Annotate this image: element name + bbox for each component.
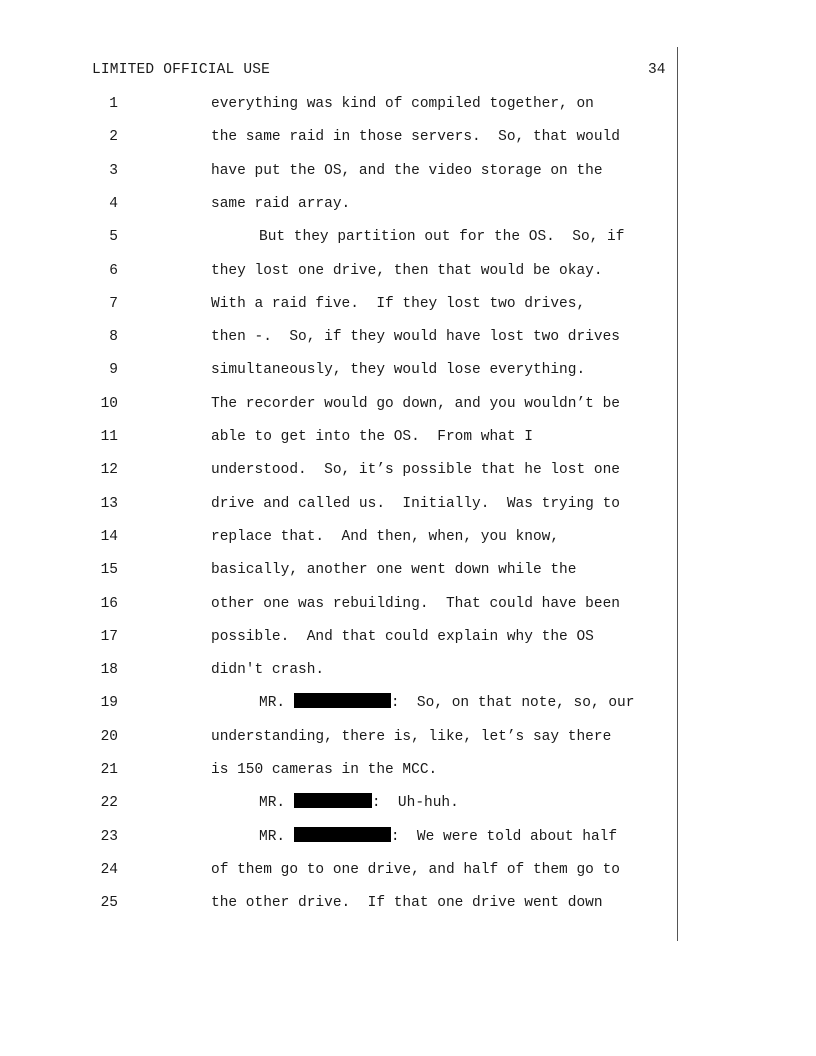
transcript-line: [0, 759, 700, 783]
line-number: 5: [109, 229, 118, 246]
transcript-line: [0, 426, 700, 450]
line-number: 3: [109, 162, 118, 179]
transcript-line: [0, 493, 700, 517]
line-text: understood. So, it’s possible that he lost one: [211, 462, 620, 479]
line-number: 15: [100, 562, 118, 579]
line-number: 22: [100, 795, 118, 812]
transcript-line: [0, 726, 700, 750]
line-number: 20: [100, 728, 118, 745]
page-number: 34: [648, 62, 666, 78]
line-number: 17: [100, 628, 118, 645]
line-number: 10: [100, 395, 118, 412]
transcript-line: [0, 826, 700, 850]
transcript-line: [0, 692, 700, 716]
line-number: 7: [109, 295, 118, 312]
transcript-line: [0, 160, 700, 184]
speaker-text: : So, on that note, so, our: [390, 695, 635, 712]
redaction-box: [294, 793, 372, 808]
line-text: able to get into the OS. From what I: [211, 429, 533, 445]
speaker-title: MR.: [259, 828, 286, 845]
transcript-line: [0, 326, 700, 350]
speaker-line: [259, 826, 617, 848]
transcript-line: [0, 193, 700, 217]
line-text: same raid array.: [211, 195, 351, 212]
redaction-box: [294, 693, 391, 708]
line-text: The recorder would go down, and you wouldn’t be: [211, 395, 620, 412]
line-text: everything was kind of compiled together, on: [211, 96, 594, 112]
transcript-line: [0, 659, 700, 683]
line-text: then -. So, if they would have lost two drives: [211, 329, 620, 346]
line-text: simultaneously, they would lose everything.: [211, 362, 586, 379]
line-number: 21: [100, 762, 118, 778]
transcript-line: [0, 126, 700, 150]
transcript-line: [0, 626, 700, 650]
redaction-box: [294, 827, 391, 842]
transcript-line: [0, 559, 700, 583]
line-text: But they partition out for the OS. So, if: [259, 229, 625, 246]
line-text: didn't crash.: [211, 662, 325, 679]
speaker-line: [259, 792, 459, 814]
line-text: drive and called us. Initially. Was trying to: [211, 495, 620, 512]
line-text: replace that. And then, when, you know,: [211, 528, 560, 545]
line-number: 1: [109, 96, 118, 112]
line-number: 23: [100, 828, 118, 845]
transcript-line: [0, 459, 700, 483]
transcript-line: [0, 892, 700, 916]
transcript-line: [0, 260, 700, 284]
transcript-line: [0, 393, 700, 417]
line-text: they lost one drive, then that would be okay.: [211, 262, 603, 279]
transcript-line: [0, 359, 700, 383]
line-number: 25: [100, 895, 118, 912]
line-text: of them go to one drive, and half of them go to: [211, 861, 620, 878]
line-text: the same raid in those servers. So, that would: [211, 129, 620, 146]
line-number: 6: [109, 262, 118, 279]
line-text: is 150 cameras in the MCC.: [211, 762, 438, 778]
line-number: 4: [109, 195, 118, 212]
line-text: basically, another one went down while the: [211, 562, 577, 579]
line-text: the other drive. If that one drive went down: [211, 895, 603, 912]
line-text: possible. And that could explain why the OS: [211, 628, 594, 645]
transcript-line: [0, 792, 700, 816]
speaker-line: [259, 692, 634, 714]
speaker-title: MR.: [259, 795, 286, 812]
line-number: 19: [100, 695, 118, 712]
classification-header: LIMITED OFFICIAL USE: [92, 62, 271, 78]
line-number: 18: [100, 662, 118, 679]
line-number: 11: [100, 429, 118, 445]
line-number: 16: [100, 595, 118, 612]
transcript-line: [0, 859, 700, 883]
transcript-line: [0, 526, 700, 550]
speaker-text: : We were told about half: [390, 828, 618, 845]
line-text: With a raid five. If they lost two drives,: [211, 295, 586, 312]
line-number: 9: [109, 362, 118, 379]
line-text: have put the OS, and the video storage on the: [211, 162, 603, 179]
line-number: 14: [100, 528, 118, 545]
transcript-line: [0, 93, 700, 117]
transcript-line: [0, 226, 700, 250]
speaker-title: MR.: [259, 695, 286, 712]
line-text: understanding, there is, like, let’s say there: [211, 728, 612, 745]
line-number: 2: [109, 129, 118, 146]
line-text: other one was rebuilding. That could have been: [211, 595, 620, 612]
speaker-text: : Uh-huh.: [371, 795, 459, 812]
transcript-line: [0, 293, 700, 317]
line-number: 13: [100, 495, 118, 512]
line-number: 12: [100, 462, 118, 479]
line-number: 24: [100, 861, 118, 878]
line-number: 8: [109, 329, 118, 346]
transcript-line: [0, 593, 700, 617]
